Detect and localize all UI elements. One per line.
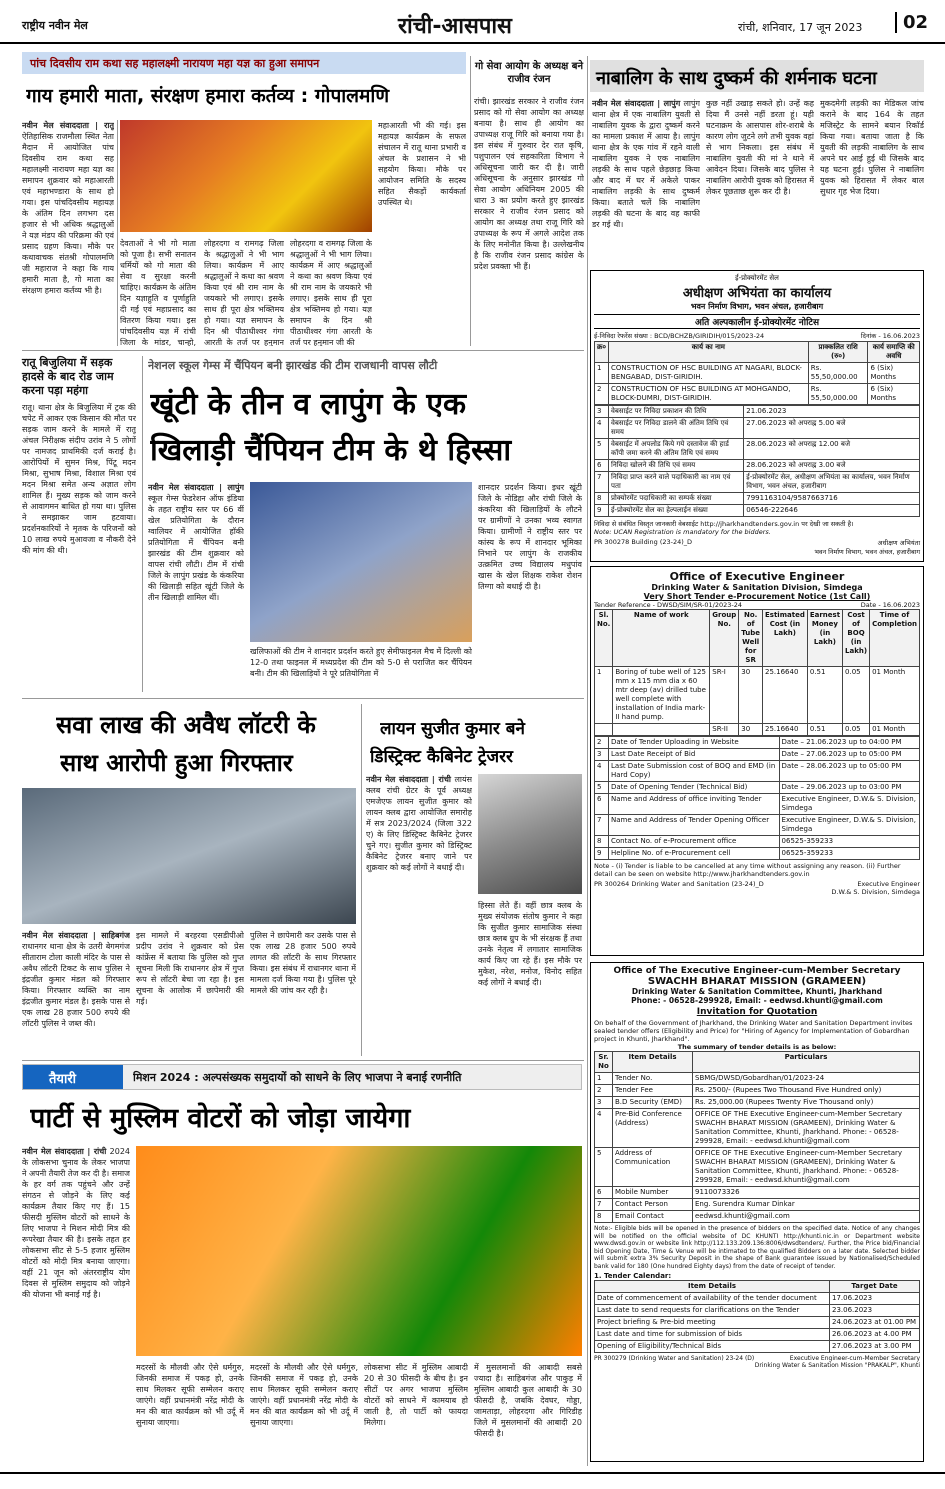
ad3-calendar: 1. Tender Calendar: <box>594 1272 672 1280</box>
ad3-details-table <box>594 1051 920 1223</box>
ad2-items-table <box>594 736 920 860</box>
ad3-signer: Executive Engineer-cum-Member Secretary <box>789 1355 920 1362</box>
story8-body-col3: लोकसभा सीट में मुस्लिम आबादी 20 से 30 फीसदी के बीच है। इन सीटों पर अगर भाजपा मुस्लिम वोटरों को साधने में कामयाब हो जाती है, तो पार्टी को फायदा मिलेगा। <box>364 1363 468 1427</box>
story4-caption: खलिफाओं की टीम ने शानदार प्रदर्शन करते हुए सेमीफाइनल मैच में दिल्ली को 12-0 तथा फाइनल में मध्यप्रदेश की टीम को 5-0 से पराजित कर चैंपियन बनी। टीम की खिलाड़ियों ने पूरे प्रतियोगिता में <box>250 647 472 678</box>
ad1-dept: भवन निर्माण विभाग, भवन अंचल, हजारीबाग <box>690 302 824 311</box>
story8-kicker-bar <box>22 1064 582 1090</box>
table-row: 9 ई-प्रोक्योरमेंट सेल का हेल्पलाईन संख्या 06546-222646 <box>595 505 920 517</box>
lottery-arrest-photo <box>22 788 356 924</box>
column-divider <box>361 704 362 1056</box>
ad1-dates-table <box>594 405 920 517</box>
ad3-notes: Note:- Eligible bids will be opened in the presence of bidders on the specified date. Notice of any changes will be notified on the official website of DC KHUNTI http://khunti.nic.in or Department website www.dwsd.gov.in or website link http://112.133.209.136:8006/dwsdtenders/. Further, the Price bid/Financial bid Opening Date, Time & Venue will be intimated to the qualified Bidders on a later date. Selected bidder will submit extra 3% Security Deposit in the shape of Bank guarantee issued by Nationalised/Scheduled bank valid for 180 (One hundred Eighty days) from the date of receipt of tender. <box>594 1225 920 1270</box>
ad2-notice: Very Short Tender e-Procurement Notice (1st Call) <box>643 592 871 601</box>
story1-headline: गाय हमारी माता, संरक्षण हमारा कर्तव्य : गोपालमणि <box>26 85 390 107</box>
table-row: 5 Address of Communication OFFICE OF THE Executive Engineer-cum-Member Secretary SWACHH BHARAT MISSION (GRAMEEN), Drinking Water & Sanitation Committee, Khunti, Jharkhand. Phone: - 06528-299928, Email: - eedwsd.khunti@gmail.com <box>595 1148 920 1187</box>
ad1-works-table <box>594 341 920 405</box>
table-row: 1 Tender No. SBMG/DWSD/Gobardhan/01/2023-24 <box>595 1073 920 1085</box>
table-row: 9 Helpline No. of e-Procurement cell 06525-359233 <box>595 848 920 860</box>
ad3-intro: On behalf of the Government of Jharkhand, the Drinking Water and Sanitation Department invites sealed tender offers (Eligibility and Price) for "Hiring of Agency for Implementation of Gobardhan project in Khunti, Jharkhand". <box>594 1019 913 1043</box>
footer-rule <box>0 1472 945 1474</box>
story5-headline: रातू बिजुलिया में सड़क हादसे के बाद रोड जाम करना पड़ा महंगा <box>22 356 114 397</box>
story4-body-col1: नवीन मेल संवाददाता | लापुंग स्कूल गेम्स फेडरेशन ऑफ इंडिया के तहत राष्ट्रीय स्तर पर 66 वीं खेल प्रतियोगिता के दौरान ग्वालियर में आयोजित हॉकी प्रतियोगिता में चैंपियन बनी झारखंड की टीम शुक्रवार को वापस रांची लौटी। टीम में रांची जिले के लापुंग प्रखंड के कंकरिया की खिलाड़ी सहित खूंटी जिले के तीन खिलाड़ी शामिल थीं। <box>148 483 244 602</box>
story5-body: रातू। थाना क्षेत्र के बिजुलिया में ट्रक की चपेट में आकर एक किसान की मौत पर सड़क जाम करने के मामले में रातू अंचल निरीक्षक संदीप उरांव ने 5 लोगों पर नामजद प्राथमिकी दर्ज कराई है। आरोपियों में सुमन मिश्र, पिंटू मदन मिश्रा, सुभाष मिश्रा, विशाल मिश्रा एवं मदन मिश्रा समेत अन्य अज्ञात लोग शामिल हैं। मुख्य सड़क को जाम करने से आवागमन बाधित हो गया था। पुलिस ने समझाकर जाम हटवाया। प्रदर्शनकारियों ने मृतक के परिजनों को 10 लाख रुपये मुआवजा व नौकरी देने की मांग की थी। <box>22 403 136 555</box>
ad3-title2: SWACHH BHARAT MISSION (GRAMEEN) <box>647 976 867 987</box>
column-divider <box>117 120 118 346</box>
story8-kicker: मिशन 2024 : अल्पसंख्यक समुदायों को साधने के लिए भाजपा ने बनाई रणनीति <box>133 1071 462 1084</box>
table-row: 5 Date of Opening Tender (Technical Bid) Date – 29.06.2023 up to 03:00 PM <box>595 782 920 794</box>
story1-body-col3: लोहरदगा व रामगढ़ जिला के श्रद्धालुओं ने भी भाग लिया। कार्यक्रम में आए श्रद्धालुओं ने कथा का श्रवण किया एवं श्री राम नाम के जयकारे भी लगाए। इसके साथ ही पूरा क्षेत्र भक्तिमय हो गया। यज्ञ समापन के दिन श्री पीठाधीश्वर गंगा आरती के तर्ज पर हनुमान <box>204 239 284 346</box>
ad3-calendar-table <box>594 1280 920 1353</box>
tender-ad-bcd-hazaribagh <box>590 270 924 562</box>
ad1-pr: PR 300278 Building (23-24)_D <box>594 538 693 546</box>
ad3-title: Office of The Executive Engineer-cum-Member Secretary <box>613 966 901 976</box>
story7-headline-line2: डिस्ट्रिक्ट कैबिनेट ट्रेजरर <box>370 747 514 767</box>
column-divider <box>587 56 588 1466</box>
ad3-pr: PR 300279 (Drinking Water and Sanitation) 23-24 (D) <box>594 1355 755 1362</box>
hockey-team-photo <box>250 482 472 642</box>
ad1-note1: निविदा से संबंधित विस्तृत जानकारी वेबसाईट http://jharkhandtenders.gov.in पर देखी जा सकती है। <box>594 520 854 528</box>
lion-sujit-photo <box>478 774 582 894</box>
ad1-signer2: भवन निर्माण विभाग, भवन अंचल, हजारीबाग <box>814 548 920 556</box>
table-row: 3 वेबसाईट पर निविदा प्रकाशन की तिथि 21.06.2023 <box>595 406 920 418</box>
table-row: 6 Name and Address of office inviting Tender Executive Engineer, D.W.& S. Division, Simdega <box>595 794 920 815</box>
ad3-phone: Phone: - 06528-299928, Email: - eedwsd.khunti@gmail.com <box>631 996 883 1005</box>
story1-body-col4: महाआरती भी की गई। इस महायज्ञ कार्यक्रम के सफल संचालन में रातू थाना प्रभारी व अंचल के प्रशासन ने भी सहयोग किया। मौके पर आयोजन समिति के सदस्य सहित सैकड़ों कार्यकर्ता उपस्थित थे। <box>378 121 466 207</box>
table-row: 2 CONSTRUCTION OF HSC BUILDING AT MOHGANDO, BLOCK-DUMRI, DIST-GIRIDIH. Rs. 55,50,000.00 6 (Six) Months <box>595 384 920 405</box>
ad1-eproc: ई-प्रोक्योरमेंट सेल <box>735 274 779 282</box>
story8-tag: तैयारी <box>23 1065 123 1089</box>
story1-kicker-bar <box>22 52 466 74</box>
quotation-ad-sbm-khunti <box>590 962 924 1462</box>
ad1-refdate: दिनांक - 16.06.2023 <box>860 332 920 340</box>
story6-byline: नवीन मेल संवाददाता | साहिबगंज <box>22 931 130 940</box>
table-header-row: क्र० कार्य का नाम प्राक्कलित राशि (रु०) कार्य समाप्ति की अवधि <box>595 342 920 363</box>
story6-body-col2: इस मामले में बरहरवा एसडीपीओ प्रदीप उरांव ने शुक्रवार को प्रेस कांफ्रेंस में बताया कि पुलिस को गुप्त सूचना मिली कि राधानगर क्षेत्र में गुप्त रूप से लॉटरी बेचा जा रहा है। इस सूचना के आलोक में छापेमारी की गई। <box>136 931 244 1006</box>
ad1-office: अधीक्षण अभियंता का कार्यालय <box>682 286 832 301</box>
ad3-summary: The summary of tender details is as below: <box>677 1043 837 1051</box>
story3-byline: नवीन मेल संवाददाता | लापुंग <box>592 99 681 108</box>
story6-body-col3: पुलिस ने छापेमारी कर उसके पास से एक लाख 28 हजार 500 रुपये लागत की लॉटरी के साथ गिरफ्तार किया। इस संबंध में राधानगर थाना में मामला दर्ज किया गया है। पुलिस पूरे मामले की जांच कर रही है। <box>250 931 356 995</box>
table-header-row: Sl. No. Name of work Group No. No. of Tube Well for SR Estimated Cost (in Lakh) Earnest Money (in Lakh) Cost of BOQ (in Lakh) Time of Completion <box>595 610 920 667</box>
table-row: 8 प्रोक्योरमेंट पदाधिकारी का सम्पर्क संख्या 7991163104/9587663716 <box>595 493 920 505</box>
table-row: 4 Pre-Bid Conference (Address) OFFICE OF THE Executive Engineer-cum-Member Secretary SWACHH BHARAT MISSION (GRAMEEN), Drinking Water & Sanitation Committee, Khunti, Jharkhand. Phone: - 06528-299928, Email: - eedwsd.khunti@gmail.com <box>595 1109 920 1148</box>
table-row: 7 निविदा प्राप्त करने वाले पदाधिकारी का नाम एवं पता ई-प्रोक्योरमेंट सेल, अधीक्षण अभियंता का कार्यालय, भवन निर्माण विभाग, भवन अंचल, हजारीबाग <box>595 472 920 493</box>
ad2-note: Note - (i) Tender is liable to be cancelled at any time without assigning any reason. (ii) Further detail can be seen on website http://www.jharkhandtenders.gov.in <box>594 862 901 878</box>
story4-kicker: नेशनल स्कूल गेम्स में चैंपियन बनी झारखंड की टीम राजधानी वापस लौटी <box>148 359 438 372</box>
ad2-title: Office of Executive Engineer <box>669 570 845 583</box>
ad2-signer: Executive Engineer <box>857 880 920 888</box>
story6-headline-line1: सवा लाख की अवैध लॉटरी के <box>56 711 316 739</box>
story8-body-col2b: मदरसों के मौलवी और ऐसे धर्मगुरु, जिनकी समाज में पकड़ हो, उनके साथ मिलकर सूफी सम्मेलन कराए जाएंगे। वहीं प्रधानमंत्री नरेंद्र मोदी के मन की बात कार्यक्रम को भी उर्दू में सुनाया जाएगा। <box>250 1363 358 1427</box>
ad1-signer: अधीक्षण अभियंता <box>877 539 920 547</box>
table-row: 3 Last Date Receipt of Bid Date – 27.06.2023 up to 05:00 PM <box>595 749 920 761</box>
table-row: 1 CONSTRUCTION OF HSC BUILDING AT NAGARI, BLOCK-BENGABAD, DIST-GIRIDIH. Rs. 55,50,000.00 6 (Six) Months <box>595 363 920 384</box>
table-row: 2 Tender Fee Rs. 2500/- (Rupees Two Thousand Five Hundred only) <box>595 1085 920 1097</box>
story3-body-col3: मुकदमेगी लड़की का मेडिकल जांच कराने के बाद 164 के तहत मजिस्ट्रेट के सामने बयान रिकॉर्ड किया गया। बताया जाता है कि युवती की लड़की नाबालिग के साथ अपने घर आई हुई थी जिसके बाद यह घटना हुई। पुलिस ने नाबालिग युवक को हिरासत में लेकर बाल सुधार गृह भेज दिया। <box>820 99 924 196</box>
column-divider <box>470 56 471 346</box>
table-row: 6 Mobile Number 9110073326 <box>595 1187 920 1199</box>
page-number: 02 <box>895 12 928 33</box>
table-row: Date of commencement of availability of the tender document 17.06.2023 <box>595 1293 920 1305</box>
ad2-date: Date - 16.06.2023 <box>860 601 920 609</box>
ad3-invitation: Invitation for Quotation <box>696 1007 818 1017</box>
story7-headline-line1: लायन सुजीत कुमार बने <box>380 719 525 739</box>
table-row: 7 Contact Person Eng. Surendra Kumar Dinkar <box>595 1199 920 1211</box>
table-row: Opening of Eligibility/Technical Bids 27.06.2023 at 3.00 PM <box>595 1341 920 1353</box>
section-title: रांची-आसपास <box>398 14 512 39</box>
story1-kicker: पांच दिवसीय राम कथा सह महालक्ष्मी नारायण महा यज्ञ का हुआ समापन <box>30 57 320 70</box>
story6-headline-line2: साथ आरोपी हुआ गिरफ्तार <box>60 749 293 777</box>
table-row: 7 Name and Address of Tender Opening Officer Executive Engineer, D.W.& S. Division, Simdega <box>595 815 920 836</box>
section-divider <box>22 1060 584 1061</box>
story7-body-col2: हिस्सा लेते हैं। वहीं छात्र क्लब के मुख्य संयोजक संतोष कुमार ने कहा कि सुजीत कुमार सामाजिक संस्था छात्र क्लब ग्रुप के भी संरक्षक हैं तथा उनके नेतृत्व में लगातार सामाजिक कार्य किए जा रहे हैं। इस मौके पर मुकेश, नरेश, मनोज, विनोद सहित कई लोगों ने बधाई दी। <box>478 901 582 987</box>
ad1-ref: ई-निविदा रेफरेंस संख्या : BCD/BCHZB/GIRIDIH/015/2023-24 <box>594 332 765 340</box>
ad3-sub: Drinking Water & Sanitation Committee, Khunti, Jharkhand <box>631 987 883 996</box>
table-header-row: Sr. No Item Details Particulars <box>595 1052 920 1073</box>
ad2-pr: PR 300264 Drinking Water and Sanitation (23-24)_D <box>594 880 764 888</box>
story3-headline-bar <box>590 60 924 92</box>
ad1-notice: अति अल्पकालीन ई-प्रोक्योरमेंट नोटिस <box>594 314 920 329</box>
page-header <box>0 0 945 44</box>
table-row: 8 Email Contact eedwsd.khunti@gmail.com <box>595 1211 920 1223</box>
story6-body-col1: नवीन मेल संवाददाता | साहिबगंज राधानगर थाना क्षेत्र के उतरी बेगमगंज सीताराम टोला काली मंदिर के पास से अवैध लॉटरी टिकट के साथ पुलिस ने इंद्रजीत कुमार मंडल को गिरफ्तार किया। गिरफ्तार व्यक्ति का नाम इंद्रजीत कुमार मंडल है। इसके पास से एक लाख 28 हजार 500 रुपये की लॉटरी पुलिस ने जब्त की। <box>22 931 130 1028</box>
story7-body-col1: नवीन मेल संवाददाता | रांची लायंस क्लब रांची ग्रेटर के पूर्व अध्यक्ष एमजेएफ लायन सुजीत कुमार को लायन क्लब द्वारा आयोजित समारोह में सत्र 2023/2024 (जिला 322 ए) के लिए डिस्ट्रिक्ट कैबिनेट ट्रेजरर चुने गए। सुजीत कुमार को डिस्ट्रिक्ट कैबिनेट ट्रेजरर बनाए जाने पर शुक्रवार को कई लोगों ने बधाई दी। <box>366 775 472 872</box>
story4-headline-line1: खूंटी के तीन व लापुंग के एक <box>150 387 467 422</box>
ad2-ref: Tender Reference - DWSD/SIM/SR-01/2023-24 <box>594 601 742 609</box>
story8-body-col4: में मुसलमानों की आबादी सबसे ज्यादा है। साहिबगंज और पाकुड़ में मुस्लिम आबादी कुल आबादी के 30 फीसदी है, जबकि देवघर, गोड्डा, जामताड़ा, लोहरदगा और गिरिडीह जिले में मुसलमानों की आबादी 20 फीसदी है। <box>474 1363 582 1438</box>
table-row: 3 B.D Security (EMD) Rs. 25,000.00 (Rupees Twenty Five Thousand only) <box>595 1097 920 1109</box>
table-row: Project briefing & Pre-bid meeting 24.06.2023 at 01.00 PM <box>595 1317 920 1329</box>
story8-body-col1: नवीन मेल संवाददाता | रांची 2024 के लोकसभा चुनाव के लेकर भाजपा ने अपनी तैयारी तेज कर दी है। समाज के हर वर्ग तक पहुंचने और उन्हें संगठन से जोड़ने के लिए कई कार्यक्रम तैयार किए गए हैं। 15 फीसदी मुस्लिम वोटरों को साधने के लिए भाजपा ने मिशन मोदी मित्र की रूपरेखा तैयार की है। इसके तहत हर लोकसभा सीट से 5-5 हजार मुस्लिम वोटरों को मोदी मित्र बनाया जाएगा। वहीं 21 जून को अंतरराष्ट्रीय योग दिवस से मुस्लिम समुदाय को जोड़ने की योजना भी बनाई गई है। <box>22 1147 130 1299</box>
ad3-signer2: Drinking Water & Sanitation Mission "PRAKALP", Khunti <box>754 1362 920 1369</box>
column-divider <box>142 356 143 692</box>
section-divider <box>22 698 584 699</box>
section-divider <box>22 350 584 351</box>
tender-ad-dws-simdega <box>590 566 924 956</box>
table-row: Last date to send requests for clarifications on the Tender 23.06.2023 <box>595 1305 920 1317</box>
bjp-rally-photo <box>136 1146 582 1356</box>
table-row: SR-II 30 25.16640 0.51 0.05 01 Month <box>595 724 920 736</box>
table-row: 4 Last Date Submission cost of BOQ and EMD (in Hard Copy) Date – 28.06.2023 up to 05:00 PM <box>595 761 920 782</box>
table-row: 2 Date of Tender Uploading in Website Date – 21.06.2023 up to 04:00 PM <box>595 737 920 749</box>
table-header-row: Item Details Target Date <box>595 1281 920 1293</box>
story1-body-col1: नवीन मेल संवाददाता | रातू ऐतिहासिक राजमौला स्थित नेता मैदान में आयोजित पांच दिवसीय राम कथा सह महालक्ष्मी नारायण महा यज्ञ का समापन शुक्रवार को महाआरती एवं महाभण्डारा के साथ हो गया। इस पांचदिवसीय महायज्ञ के अंतिम दिन लगभग दस हजार से भी अधिक श्रद्धालुओं ने यज्ञ मंडप की परिक्रमा की एवं प्रसाद ग्रहण किया। मौके पर कथावाचक संतश्री गोपालमणि जी महाराज ने कहा कि गाय हमारी माता है, गो माता का संरक्षण हमारा कर्तव्य भी है। <box>22 121 114 295</box>
story3-headline: नाबालिग के साथ दुष्कर्म की शर्मनाक घटना <box>596 68 877 89</box>
ad2-sub: Drinking Water & Sanitation Division, Simdega <box>651 583 863 592</box>
story8-headline: पार्टी से मुस्लिम वोटरों को जोड़ा जायेगा <box>30 1103 411 1134</box>
story3-body-col1: नवीन मेल संवाददाता | लापुंग लापुंग थाना क्षेत्र में एक नाबालिग युवती से नाबालिग युवक के द्वारा दुष्कर्म करने का मामला प्रकाश में आया है। लापुंग थाना क्षेत्र के एक गांव में रहने वाली नाबालिग युवक ने एक नाबालिग लड़की के साथ पहले छेड़छाड़ किया और बाद में घर में अकेले पाकर नाबालिग लड़की के साथ दुष्कर्म किया। बताते चलें कि नाबालिग लड़की की घटना के बाद वह काफी डर गई थी। <box>592 99 700 229</box>
edition-date: रांची, शनिवार, 17 जून 2023 <box>738 21 863 34</box>
story1-body-col2: देवताओं ने भी गो माता को पूजा है। सभी सनातन धर्मियों को गो माता की सेवा व सुरक्षा करनी चाहिए। कार्यक्रम के अंतिम दिन यज्ञाहुति व पूर्णाहुति दी गई एवं महाप्रसाद का वितरण किया गया। इस पांचदिवसीय यज्ञ में रांची जिला के मांडर, चान्हो, <box>120 239 196 346</box>
story8-byline: नवीन मेल संवाददाता | रांची <box>22 1147 107 1156</box>
story1-byline: नवीन मेल संवाददाता | रातू <box>22 121 114 130</box>
story3-body-col2: कुछ नहीं उखाड़ सकते हो। उन्हें कह दिया मैं उनसे नहीं डरता हूं। यही घटनाक्रम के आसपास शोर-शराबे के कारण लोग जुटने लगे तभी युवक वहां से भाग निकला। इस संबंध में नाबालिग युवती की मां ने थाने में आवेदन दिया। जिसके बाद पुलिस ने नाबालिग आरोपी युवक को हिरासत में लेकर पूछताछ शुरू कर दी है। <box>706 99 814 196</box>
story2-body: रांची। झारखंड सरकार ने राजीव रंजन प्रसाद को गो सेवा आयोग का अध्यक्ष बनाया है। साथ ही आयोग का उपाध्यक्ष राजू गिरि को बनाया गया है। इस संबंध में गुरुवार देर रात कृषि, पशुपालन एवं सहकारिता विभाग ने अधिसूचना जारी कर दी है। जारी अधिसूचना के अनुसार झारखंड गो सेवा आयोग अधिनियम 2005 की धारा 3 का प्रयोग करते हुए झारखंड सरकार ने राजीव रंजन प्रसाद को आयोग का अध्यक्ष तथा राजू गिरि को उपाध्यक्ष के रूप में अगले आदेश तक के लिए मनोनीत किया है। उल्लेखनीय है कि राजीव रंजन प्रसाद कांग्रेस के प्रदेश प्रवक्ता भी हैं। <box>474 97 584 271</box>
ad1-note2: Note: UCAN Registration is mandatory for the bidders. <box>594 528 771 536</box>
story4-byline: नवीन मेल संवाददाता | लापुंग <box>148 483 244 492</box>
table-row: 5 वेबसाईट में अपलोड किये गये दस्तावेज की हार्ड कॉपी जमा करने की अंतिम तिथि एवं समय 28.06.2023 को अपराह्न 12.00 बजे <box>595 439 920 460</box>
table-row: 4 वेबसाईट पर निविदा डालने की अंतिम तिथि एवं समय 27.06.2023 को अपराह्न 5.00 बजे <box>595 418 920 439</box>
yagya-crowd-photo <box>120 120 372 232</box>
story4-body-col3: शानदार प्रदर्शन किया। इधर खूंटी जिले के नोडिहा और रांची जिले के कंकरिया की खिलाड़ियों के लौटने पर ग्रामीणों ने उनका भव्य स्वागत किया। ग्रामीणों ने राष्ट्रीय स्तर पर कांस्य के रूप में शानदार भूमिका निभाने पर लापुंग के राजकीय उत्क्रमित उच्च विद्यालय मधुपांव खास के खेल शिक्षक राकेश रोशन तिग्गा को बधाई दी है। <box>478 483 582 591</box>
story2-headline: गो सेवा आयोग के अध्यक्ष बने राजीव रंजन <box>474 61 584 85</box>
masthead-logo: राष्ट्रीय नवीन मेल <box>22 19 88 32</box>
story8-body-col2: मदरसों के मौलवी और ऐसे धर्मगुरु, जिनकी समाज में पकड़ हो, उनके साथ मिलकर सूफी सम्मेलन कराए जाएंगे। वहीं प्रधानमंत्री नरेंद्र मोदी के मन की बात कार्यक्रम को भी उर्दू में सुनाया जाएगा। <box>136 1363 244 1427</box>
ad2-works-table <box>594 609 920 736</box>
table-row: 6 निविदा खोलने की तिथि एवं समय 28.06.2023 को अपराह्न 3.00 बजे <box>595 460 920 472</box>
table-row: 1 Boring of tube well of 125 mm x 115 mm dia x 60 mtr deep (av) drilled tube well complete with installation of India mark-II hand pump. SR-I 30 25.16640 0.51 0.05 01 Month <box>595 667 920 724</box>
ad2-signer2: D.W.& S. Division, Simdega <box>831 888 920 896</box>
story7-byline: नवीन मेल संवाददाता | रांची <box>366 775 451 784</box>
table-row: Last date and time for submission of bids 26.06.2023 at 4.00 PM <box>595 1329 920 1341</box>
table-row: 8 Contact No. of e-Procurement office 06525-359233 <box>595 836 920 848</box>
story1-body-col3b: लोहरदगा व रामगढ़ जिला के श्रद्धालुओं ने भी भाग लिया। कार्यक्रम में आए श्रद्धालुओं ने कथा का श्रवण किया एवं श्री राम नाम के जयकारे भी लगाए। इसके साथ ही पूरा क्षेत्र भक्तिमय हो गया। यज्ञ समापन के दिन श्री पीठाधीश्वर गंगा आरती के तर्ज पर हनुमान जी की <box>290 239 372 346</box>
story4-headline-line2: खिलाड़ी चैंपियन टीम के थे हिस्सा <box>150 433 512 468</box>
